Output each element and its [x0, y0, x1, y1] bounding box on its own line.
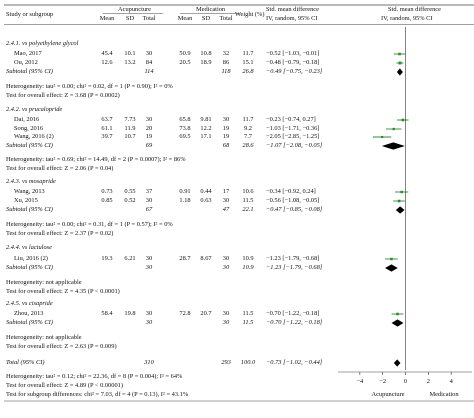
- study-2-1-acupuncture-mean: 63.7: [101, 115, 113, 123]
- study-5-1-acupuncture-total: 30: [145, 309, 153, 317]
- heterogeneity-4: Heterogeneity: not applicable: [6, 278, 82, 286]
- study-1-2-medication-sd: 18.9: [200, 58, 212, 66]
- study-2-3-acupuncture-total: 19: [145, 132, 153, 140]
- study-2-1-medication-total: 30: [222, 115, 230, 123]
- subgroup-label-2: 2.4.2. vs prucalopride: [6, 105, 63, 113]
- footer-line-1: Heterogeneity: tau² = 0.12; chi² = 22.36, df = 8 (P = 0.004); I² = 64%: [6, 372, 183, 380]
- x-tick-label-3: 0: [403, 378, 408, 385]
- study-2-1-medication-sd: 9.81: [200, 115, 212, 123]
- subgroup-label-4: 2.4.4. vs lactulose: [6, 243, 52, 251]
- study-1-1-medication-sd: 10.8: [200, 49, 212, 57]
- study-5-1-medication-sd: 20.7: [200, 309, 212, 317]
- overall-test-3: Test for overall effect: Z = 2.37 (P = 0.02): [6, 229, 114, 237]
- heterogeneity-1: Heterogeneity: tau² = 0.00; chi² = 0.02, df = 1 (P = 0.90); I² = 0%: [6, 82, 173, 90]
- study-1-1-weight: 11.7: [242, 49, 254, 57]
- study-2-3-point-marker: [381, 136, 383, 138]
- subtotal-label-3: Subtotal (95% CI): [6, 205, 53, 213]
- study-4-1-name: Liu, 2016 (2): [14, 254, 48, 262]
- study-5-1-medication-total: 30: [222, 309, 230, 317]
- study-4-1-medication-total: 30: [222, 254, 230, 262]
- study-1-1-medication-total: 32: [222, 49, 230, 57]
- study-3-1-medication-total: 17: [222, 187, 230, 195]
- total-label: Total (95% CI): [6, 358, 45, 366]
- subtotal-4-diamond: [385, 264, 398, 271]
- study-2-3-acupuncture-mean: 39.7: [101, 132, 113, 140]
- study-3-2-acupuncture-mean: 0.85: [101, 196, 113, 204]
- study-1-2-acupuncture-total: 84: [145, 58, 153, 66]
- footer-line-3: Test for subgroup differences: chi² = 7.03, df = 4 (P = 0.13), I² = 43.1%: [6, 390, 189, 398]
- study-2-1-name: Dai, 2016: [14, 115, 40, 123]
- study-3-2-ci-text: −0.56 [−1.08, −0.05]: [266, 196, 320, 204]
- study-2-3-acupuncture-sd: 10.7: [124, 132, 136, 140]
- overall-test-2: Test for overall effect: Z = 2.06 (P = 0.04): [6, 164, 114, 172]
- study-3-2-point-marker: [398, 200, 401, 203]
- study-3-1-name: Wang, 2013: [14, 187, 45, 195]
- x-tick-label-5: 4: [449, 378, 453, 385]
- plot-header: Std. mean difference: [388, 5, 441, 13]
- study-3-1-acupuncture-total: 37: [145, 187, 153, 195]
- study-2-2-point-marker: [393, 128, 395, 130]
- overall-test-4: Test for overall effect: Z = 4.35 (P < 0.0001): [6, 287, 120, 295]
- study-1-1-acupuncture-mean: 45.4: [101, 49, 113, 57]
- subtotal-5-medication-total: 30: [222, 318, 230, 326]
- study-2-3-medication-total: 19: [222, 132, 230, 140]
- study-2-2-acupuncture-total: 20: [145, 124, 153, 132]
- study-4-1-weight: 10.9: [242, 254, 254, 262]
- study-4-1-acupuncture-sd: 6.21: [124, 254, 136, 262]
- subtotal-5-ci-text: −0.70 [−1.22, −0.18]: [266, 318, 323, 326]
- study-2-2-medication-total: 19: [222, 124, 230, 132]
- study-2-1-medication-mean: 65.8: [179, 115, 191, 123]
- study-1-2-acupuncture-mean: 12.6: [101, 58, 113, 66]
- plot-subheader: IV, random, 95% CI: [381, 14, 433, 22]
- subgroup-label-3: 2.4.3. vs mosapride: [6, 177, 56, 185]
- total-diamond: [394, 359, 401, 366]
- study-3-1-medication-sd: 0.44: [200, 187, 212, 195]
- study-5-1-ci-text: −0.70 [−1.22, −0.18]: [266, 309, 320, 317]
- study-5-1-acupuncture-sd: 19.8: [124, 309, 136, 317]
- weight-header: Weight (%): [235, 10, 265, 18]
- study-1-2-acupuncture-sd: 13.2: [124, 58, 136, 66]
- study-2-1-point-marker: [402, 119, 405, 122]
- medication-total-header: Total: [219, 14, 233, 22]
- axis-right-label: Medication: [429, 391, 459, 398]
- study-2-3-weight: 7.7: [244, 132, 252, 140]
- study-2-1-ci-text: −0.23 [−0.74, 0.27]: [266, 115, 316, 123]
- study-3-2-name: Xu, 2015: [14, 196, 38, 204]
- study-4-1-ci-text: −1.23 [−1.79, −0.68]: [266, 254, 320, 262]
- study-2-3-ci-text: −2.05 [−2.85, −1.25]: [266, 132, 320, 140]
- x-tick-label-4: 2: [426, 378, 430, 385]
- acupuncture-sd-header: SD: [125, 14, 135, 22]
- acupuncture-header: Acupuncture: [118, 5, 152, 13]
- study-2-2-acupuncture-sd: 11.9: [124, 124, 136, 132]
- medication-header: Medication: [196, 5, 226, 13]
- acupuncture-mean-header: Mean: [99, 14, 115, 22]
- study-2-2-medication-sd: 12.2: [200, 124, 212, 132]
- study-3-1-acupuncture-mean: 0.73: [101, 187, 113, 195]
- study-3-2-medication-total: 30: [222, 196, 230, 204]
- subtotal-5-acupuncture-total: 30: [145, 318, 153, 326]
- subgroup-label-1: 2.4.1. vs polyethylene glycol: [6, 39, 79, 47]
- study-1-2-weight: 15.1: [242, 58, 254, 66]
- study-4-1-acupuncture-total: 30: [145, 254, 153, 262]
- subtotal-3-ci-text: −0.47 [−0.85, −0.08]: [266, 205, 323, 213]
- study-1-2-point-marker: [399, 62, 402, 65]
- subtotal-5-weight: 11.5: [242, 318, 254, 326]
- subtotal-3-acupuncture-total: 67: [145, 205, 153, 213]
- study-2-2-name: Song, 2016: [14, 124, 44, 132]
- study-1-1-point-marker: [398, 53, 401, 56]
- subtotal-3-weight: 22.1: [242, 205, 254, 213]
- study-3-2-medication-sd: 0.63: [200, 196, 212, 204]
- subtotal-5-diamond: [392, 319, 404, 326]
- subtotal-2-acupuncture-total: 69: [145, 141, 153, 149]
- study-3-2-acupuncture-total: 30: [145, 196, 153, 204]
- subtotal-3-diamond: [396, 206, 405, 213]
- heterogeneity-3: Heterogeneity: tau² = 0.00; chi² = 0.31, df = 1 (P = 0.57); I² = 0%: [6, 220, 173, 228]
- overall-test-5: Test for overall effect: Z = 2.63 (P = 0.009): [6, 342, 117, 350]
- study-2-2-medication-mean: 73.8: [179, 124, 191, 132]
- acupuncture-total-header: Total: [142, 14, 156, 22]
- study-1-1-ci-text: −0.52 [−1.03, −0.01]: [266, 49, 320, 57]
- study-2-3-name: Wang, 2016 (2): [14, 132, 54, 140]
- study-1-1-medication-mean: 50.9: [179, 49, 191, 57]
- study-4-1-medication-sd: 8.67: [200, 254, 212, 262]
- subtotal-label-1: Subtotal (95% CI): [6, 67, 53, 75]
- study-3-1-point-marker: [400, 191, 402, 193]
- study-2-3-medication-mean: 69.5: [179, 132, 191, 140]
- study-4-1-medication-mean: 28.7: [179, 254, 191, 262]
- study-5-1-acupuncture-mean: 58.4: [101, 309, 113, 317]
- smd-header: Std. mean difference: [266, 5, 319, 13]
- medication-mean-header: Mean: [177, 14, 193, 22]
- subtotal-1-acupuncture-total: 114: [144, 67, 154, 75]
- study-1-2-name: Ou, 2012: [14, 58, 38, 66]
- study-1-2-ci-text: −0.48 [−0.79, −0.18]: [266, 58, 320, 66]
- study-1-1-name: Mao, 2017: [14, 49, 42, 57]
- heterogeneity-5: Heterogeneity: not applicable: [6, 333, 82, 341]
- study-5-1-point-marker: [396, 313, 399, 316]
- study-4-1-acupuncture-mean: 19.3: [101, 254, 113, 262]
- subtotal-3-medication-total: 47: [222, 205, 230, 213]
- study-3-2-medication-mean: 1.18: [179, 196, 191, 204]
- study-1-1-acupuncture-sd: 10.1: [124, 49, 136, 57]
- subtotal-4-medication-total: 30: [222, 263, 230, 271]
- study-column-header: Study or subgroup: [6, 10, 54, 18]
- study-3-1-ci-text: −0.34 [−0.92, 0.24]: [266, 187, 316, 195]
- study-4-1-point-marker: [390, 258, 392, 260]
- study-2-1-acupuncture-sd: 7.73: [124, 115, 136, 123]
- subtotal-1-medication-total: 118: [221, 67, 231, 75]
- footer-line-2: Test for overall effect: Z = 4.89 (P < 0.00001): [6, 381, 123, 389]
- total-acupuncture-total: 310: [144, 358, 154, 366]
- subtotal-2-medication-total: 68: [222, 141, 230, 149]
- smd-subheader: IV, random, 95% CI: [266, 14, 318, 22]
- study-1-2-medication-mean: 20.5: [179, 58, 191, 66]
- study-3-1-weight: 10.6: [242, 187, 254, 195]
- subtotal-4-acupuncture-total: 30: [145, 263, 153, 271]
- subtotal-label-4: Subtotal (95% CI): [6, 263, 53, 271]
- x-tick-label-1: −4: [356, 378, 364, 385]
- study-5-1-medication-mean: 72.8: [179, 309, 191, 317]
- subtotal-2-diamond: [382, 142, 405, 149]
- total-medication-total: 293: [221, 358, 231, 366]
- overall-test-1: Test for overall effect: Z = 3.68 (P = 0.0002): [6, 91, 120, 99]
- study-3-2-acupuncture-sd: 0.52: [124, 196, 136, 204]
- study-5-1-weight: 11.5: [242, 309, 254, 317]
- heterogeneity-2: Heterogeneity: tau² = 0.69; chi² = 14.49, df = 2 (P = 0.0007); I² = 86%: [6, 155, 186, 163]
- study-2-1-weight: 11.7: [242, 115, 254, 123]
- subtotal-1-ci-text: −0.49 [−0.75, −0.23]: [266, 67, 323, 75]
- subtotal-2-ci-text: −1.07 [−2.08, −0.05]: [266, 141, 323, 149]
- subtotal-label-2: Subtotal (95% CI): [6, 141, 53, 149]
- study-1-1-acupuncture-total: 30: [145, 49, 153, 57]
- medication-sd-header: SD: [201, 14, 211, 22]
- study-3-1-medication-mean: 0.91: [179, 187, 191, 195]
- x-tick-label-2: −2: [379, 378, 387, 385]
- axis-left-label: Acupuncture: [371, 391, 405, 398]
- subtotal-label-5: Subtotal (95% CI): [6, 318, 53, 326]
- subtotal-1-weight: 26.8: [242, 67, 254, 75]
- subtotal-1-diamond: [397, 68, 403, 75]
- study-3-2-weight: 11.5: [242, 196, 254, 204]
- study-2-2-acupuncture-mean: 61.1: [101, 124, 113, 132]
- subtotal-4-ci-text: −1.23 [−1.79, −0.68]: [266, 263, 323, 271]
- study-5-1-name: Zhou, 2013: [14, 309, 44, 317]
- total-ci-text: −0.73 [−1.02, −0.44]: [266, 358, 323, 366]
- total-weight: 100.0: [240, 358, 256, 366]
- study-3-1-acupuncture-sd: 0.55: [124, 187, 136, 195]
- subtotal-2-weight: 28.6: [242, 141, 254, 149]
- study-1-2-medication-total: 86: [222, 58, 230, 66]
- study-2-2-ci-text: −1.03 [−1.71, −0.36]: [266, 124, 320, 132]
- subtotal-4-weight: 10.9: [242, 263, 254, 271]
- study-2-3-medication-sd: 17.1: [200, 132, 212, 140]
- subgroup-label-5: 2.4.5. vs cisapride: [6, 299, 53, 307]
- study-2-2-weight: 9.2: [244, 124, 252, 132]
- study-2-1-acupuncture-total: 30: [145, 115, 153, 123]
